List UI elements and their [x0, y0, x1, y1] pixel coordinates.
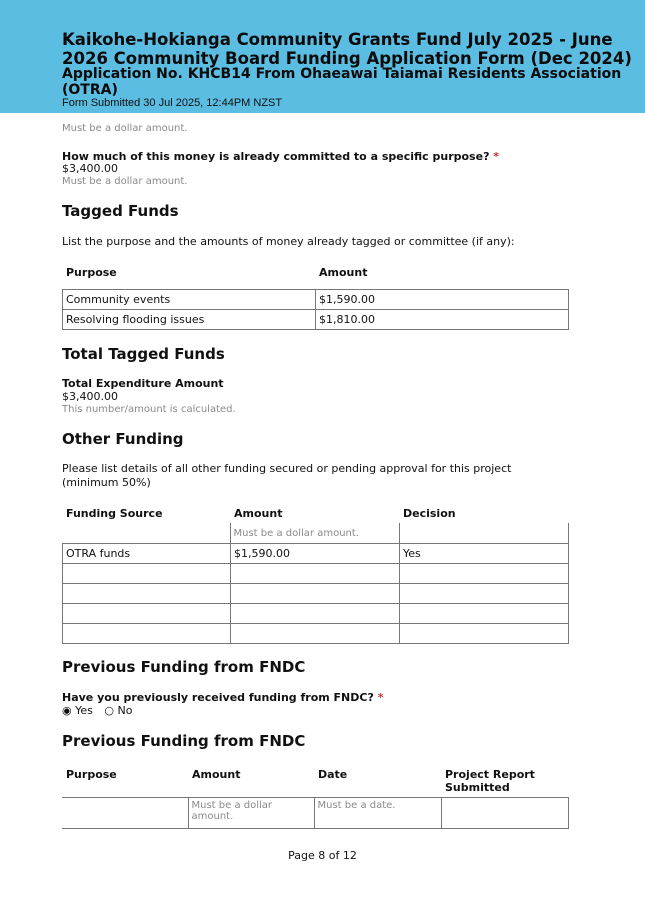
amount-cell: [231, 564, 400, 584]
committed-hint: Must be a dollar amount.: [62, 176, 188, 187]
previous-funding-radio-group: [62, 704, 132, 717]
radio-option-yes[interactable]: [62, 704, 96, 717]
tagged-funds-instruction: List the purpose and the amounts of money already tagged or committee (if any):: [62, 235, 515, 248]
radio-option-no[interactable]: [104, 704, 132, 717]
submission-timestamp: Form Submitted 30 Jul 2025, 12:44PM NZST: [62, 97, 283, 109]
amount-cell: $1,810.00: [316, 310, 569, 330]
total-expenditure-value: $3,400.00: [62, 390, 118, 403]
tagged-funds-rows: [62, 289, 569, 330]
table-row: [63, 584, 569, 604]
funding-source-cell: [63, 624, 231, 644]
total-expenditure-label: Total Expenditure Amount: [62, 377, 224, 390]
amount-cell: [231, 584, 400, 604]
amount-cell: [231, 604, 400, 624]
table-row: [63, 604, 569, 624]
amount-hint-cell: Must be a dollar amount.: [188, 798, 314, 829]
table-row: [63, 310, 569, 330]
committed-question: [62, 150, 499, 163]
total-tagged-heading: Total Tagged Funds: [62, 345, 225, 363]
column-header-date: Date: [318, 768, 348, 781]
previous-funding-question-text: Have you previously received funding from FNDC?: [62, 691, 374, 704]
radio-selected-icon: ◉: [62, 704, 72, 717]
column-header-purpose: Purpose: [66, 266, 117, 279]
table-row: [63, 290, 569, 310]
amount-hint-cell: Must be a dollar amount.: [230, 523, 399, 543]
decision-cell: Yes: [400, 544, 569, 564]
calculated-hint: This number/amount is calculated.: [62, 404, 236, 415]
purpose-cell: Community events: [63, 290, 316, 310]
previous-funding-table: [62, 797, 569, 829]
table-row: [63, 624, 569, 644]
column-header-amount: Amount: [192, 768, 241, 781]
committed-question-text: How much of this money is already committed to a specific purpose?: [62, 150, 490, 163]
other-funding-header: [62, 507, 569, 543]
committed-value: $3,400.00: [62, 162, 118, 175]
form-header: [0, 0, 645, 113]
tagged-funds-table: [62, 266, 569, 291]
decision-cell: [400, 564, 569, 584]
report-submitted-cell: [441, 798, 568, 829]
application-number: Application No. KHCB14 From Ohaeawai Taiamai Residents Association (OTRA): [62, 66, 622, 98]
column-header-decision: Decision: [403, 507, 456, 520]
form-title: Kaikohe-Hokianga Community Grants Fund July 2025 - June 2026 Community Board Funding Application Form (Dec 2024): [62, 30, 632, 68]
required-marker: *: [377, 691, 384, 704]
decision-cell: [400, 584, 569, 604]
funding-source-cell: OTRA funds: [63, 544, 231, 564]
column-header-funding-source: Funding Source: [66, 507, 163, 520]
amount-cell: $1,590.00: [231, 544, 400, 564]
previous-funding-heading: Previous Funding from FNDC: [62, 658, 306, 676]
radio-unselected-icon: ○: [104, 704, 114, 717]
other-funding-heading: Other Funding: [62, 430, 184, 448]
table-row: [62, 798, 568, 829]
amount-cell: [231, 624, 400, 644]
radio-option-label: Yes: [75, 704, 93, 717]
page-number: Page 8 of 12: [288, 849, 357, 862]
purpose-cell: Resolving flooding issues: [63, 310, 316, 330]
column-header-amount: Amount: [319, 266, 368, 279]
other-funding-table: [62, 543, 569, 644]
required-marker: *: [493, 150, 500, 163]
funding-source-cell: [63, 584, 231, 604]
other-funding-instruction: Please list details of all other funding secured or pending approval for this project (minimum 50%): [62, 462, 512, 489]
funding-source-cell: [63, 604, 231, 624]
table-row: [63, 544, 569, 564]
funding-source-cell: [63, 564, 231, 584]
previous-funding-header: [62, 768, 568, 797]
purpose-cell: [62, 798, 188, 829]
radio-option-label: No: [117, 704, 133, 717]
column-header-amount: Amount: [234, 507, 283, 520]
dollar-amount-hint: Must be a dollar amount.: [62, 123, 188, 134]
decision-cell: [400, 624, 569, 644]
previous-funding-question: [62, 691, 383, 704]
amount-cell: $1,590.00: [316, 290, 569, 310]
column-header-report-submitted: Project Report Submitted: [445, 768, 535, 794]
previous-funding-table-heading: Previous Funding from FNDC: [62, 732, 306, 750]
decision-cell: [400, 604, 569, 624]
column-header-purpose: Purpose: [66, 768, 117, 781]
date-hint-cell: Must be a date.: [314, 798, 441, 829]
table-row: [63, 564, 569, 584]
tagged-funds-heading: Tagged Funds: [62, 202, 179, 220]
